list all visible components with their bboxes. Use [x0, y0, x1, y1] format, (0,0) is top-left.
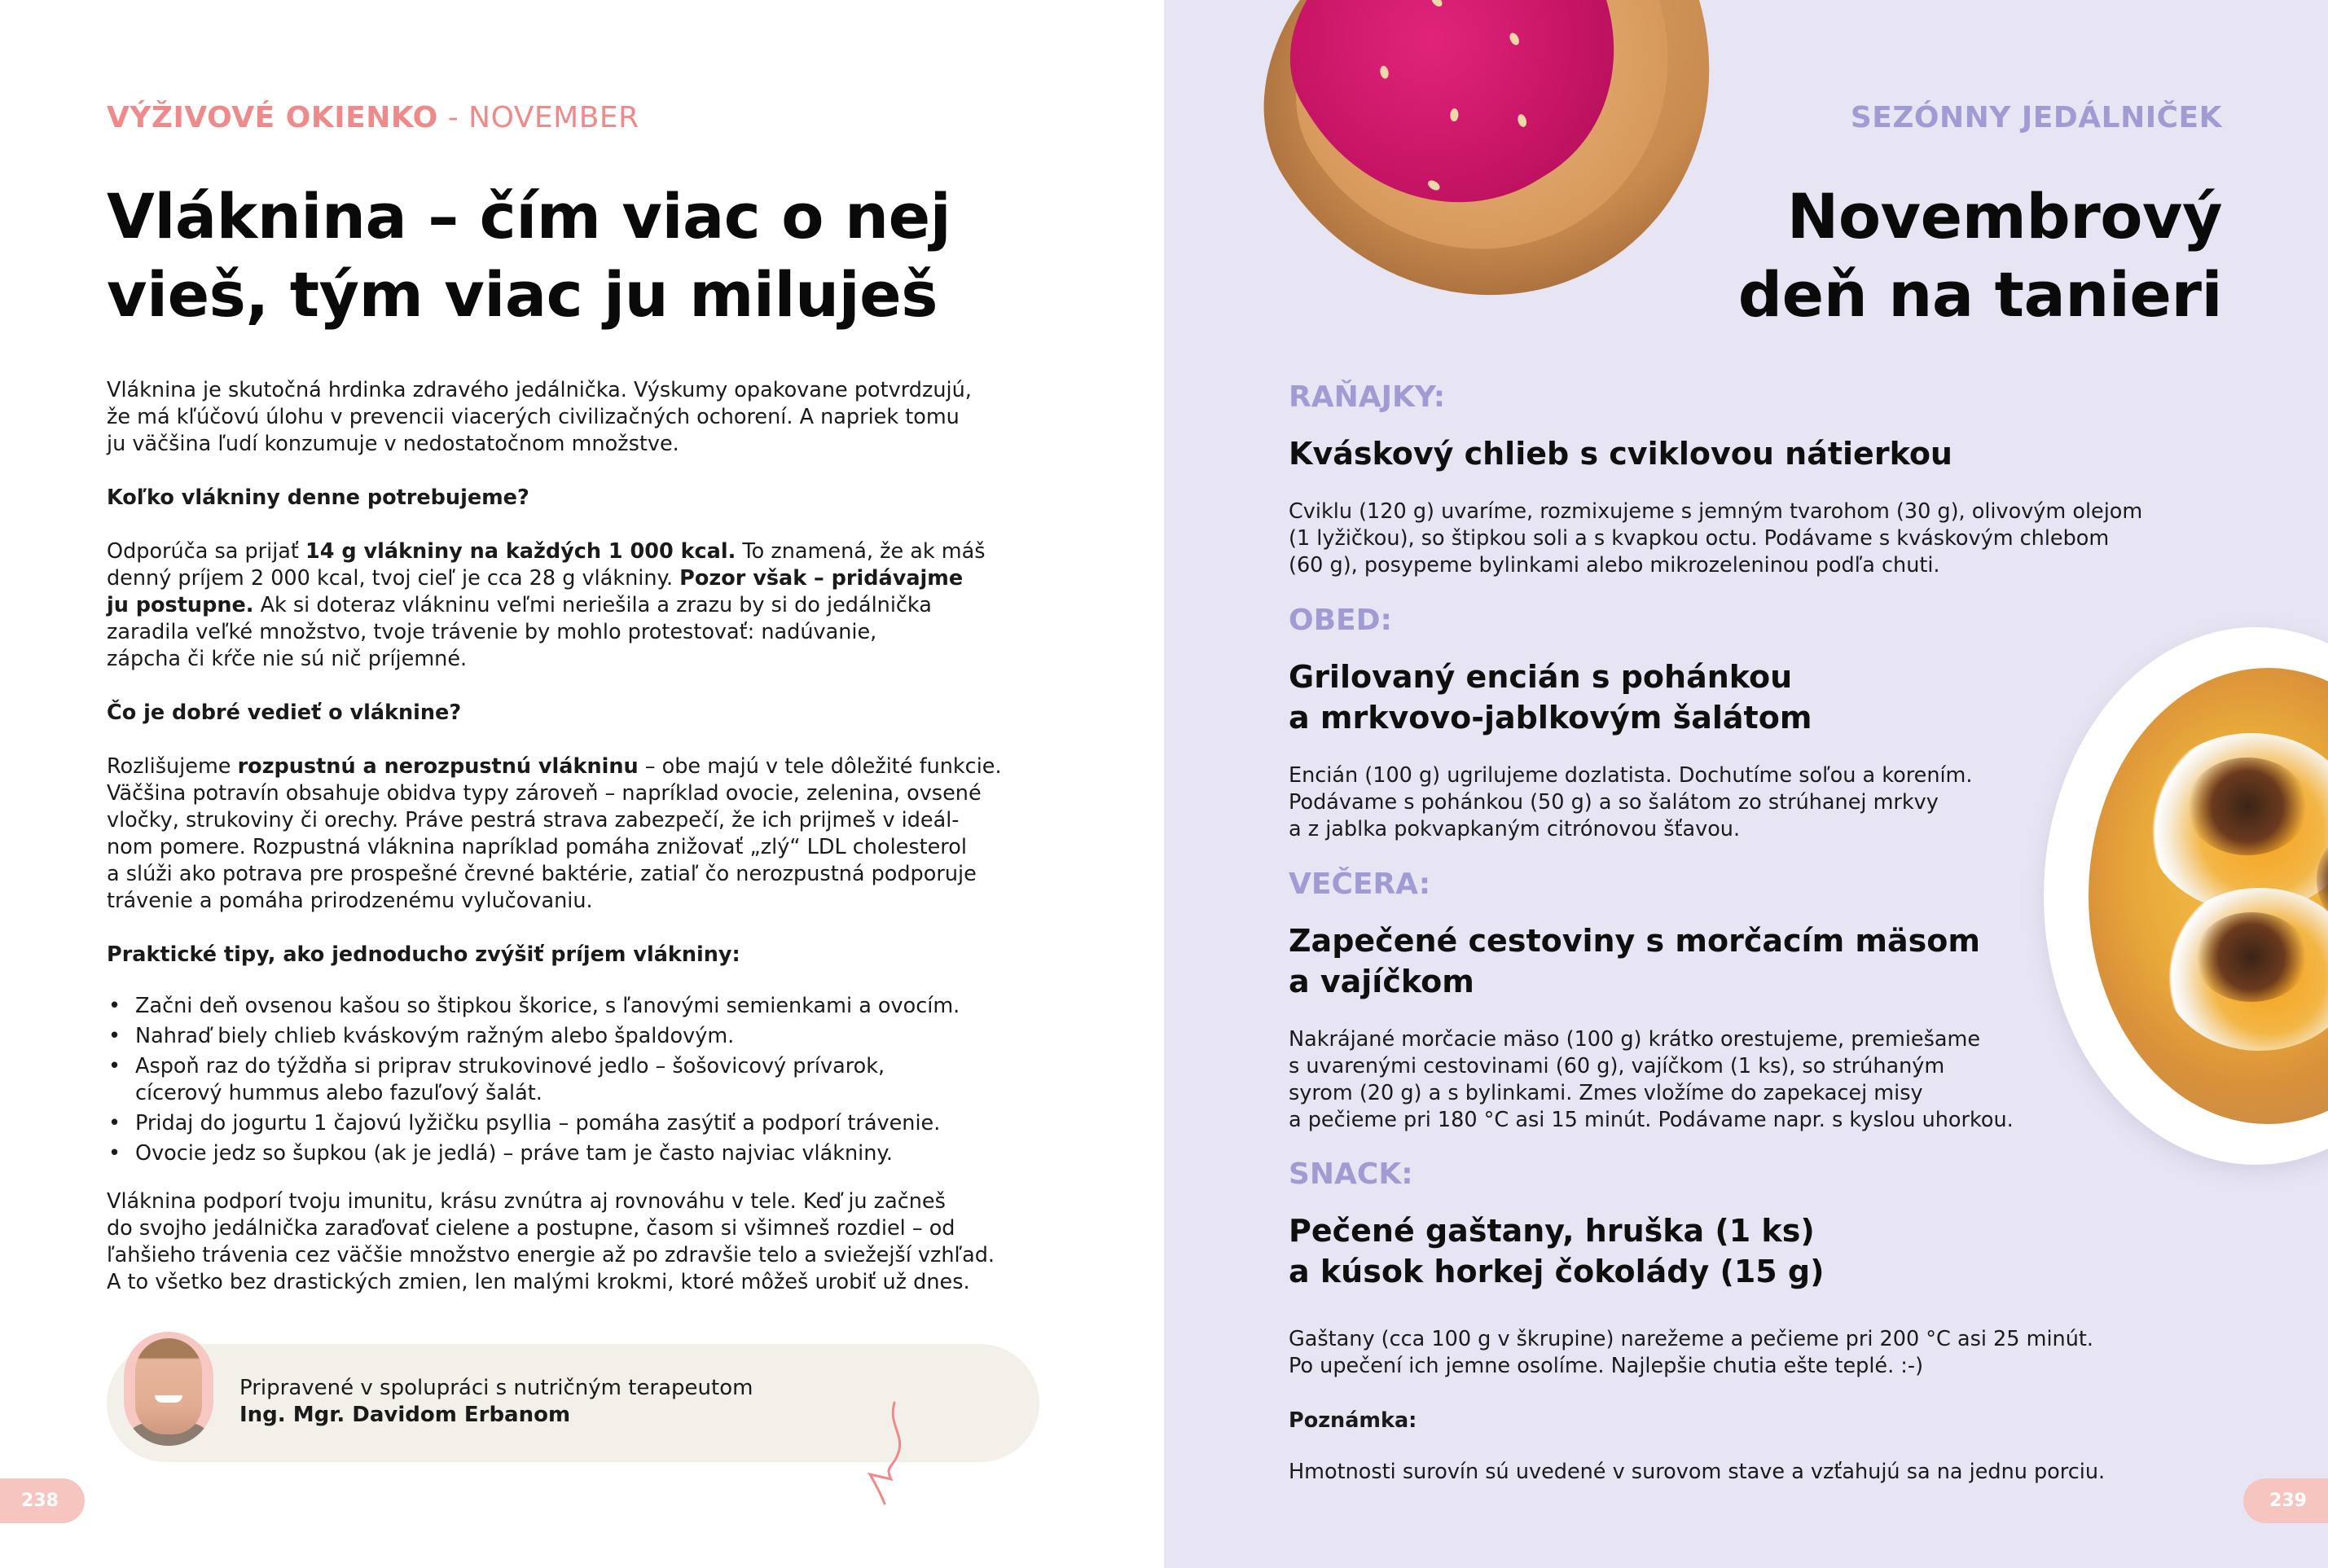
tip-item: • Nahraď biely chlieb kváskovým ražným alebo špaldovým.: [108, 1024, 735, 1048]
bullet-icon: •: [108, 1111, 121, 1135]
kicker-month: - NOVEMBER: [437, 101, 639, 134]
page-number-left: 238: [0, 1478, 85, 1523]
menu-title-line-2: deň na tanieri: [1737, 258, 2222, 331]
paragraph-line: zaradila veľké množstvo, tvoje trávenie by mohlo protestovať: nadúvanie,: [107, 620, 877, 644]
subheading-tips: Praktické tipy, ako jednoducho zvýšiť príjem vlákniny:: [107, 942, 740, 967]
meal-label: RAŇAJKY:: [1289, 380, 1446, 414]
note-text: Hmotnosti surovín sú uvedené v surovom stave a vzťahujú sa na jednu porciu.: [1289, 1460, 2106, 1484]
meal-title: Zapečené cestoviny s morčacím mäsom a vajíčkom: [1289, 923, 1980, 999]
intro-line: Vláknina je skutočná hrdinka zdravého jedálnička. Výskumy opakovane potvrdzujú,: [107, 378, 972, 402]
bullet-icon: •: [108, 1141, 121, 1166]
tip-item: • Pridaj do jogurtu 1 čajovú lyžičku psyllia – pomáha zasýtiť a podporí trávenie.: [108, 1111, 941, 1135]
paragraph-line: vločky, strukoviny či orechy. Práve pestrá strava zabezpečí, že ich prijmeš v ideál-: [107, 808, 960, 832]
paragraph-line: a slúži ako potrava pre prospešné črevné baktérie, zatiaľ čo nerozpustná podporuje: [107, 862, 977, 886]
paragraph-line: trávenie a pomáha prirodzenému vylučovaniu.: [107, 889, 593, 913]
paragraph-line: nom pomere. Rozpustná vláknina napríklad pomáha znižovať „zlý“ LDL cholesterol: [107, 835, 967, 859]
bullet-icon: •: [108, 1054, 121, 1078]
meal-snack: [1289, 1157, 2201, 1380]
paragraph-line: Odporúča sa prijať 14 g vlákniny na každých 1 000 kcal. To znamená, že ak máš: [107, 539, 986, 564]
meal-lunch: [1289, 603, 2201, 843]
meal-label: SNACK:: [1289, 1157, 1413, 1191]
tip-item: • Začni deň ovsenou kašou so štipkou škorice, s ľanovými semienkami a ovocím.: [108, 994, 960, 1018]
subheading-fiber-facts: Čo je dobré vedieť o vláknine?: [107, 701, 462, 725]
meal-description: Gaštany (cca 100 g v škrupine) narežeme a pečieme pri 200 °C asi 25 minút. Po upečení ich jemne osolíme. Najlepšie chutia ešte teplé. :-): [1289, 1327, 2093, 1378]
outro-line: ľahšieho trávenia cez väčšie množstvo energie až po zdravšie telo a sviežejší vzhľad.: [107, 1243, 995, 1267]
menu-title-line-1: Novembrový: [1786, 180, 2222, 253]
paragraph-line: ju postupne. Ak si doteraz vlákninu veľmi neriešila a zrazu by si do jedálnička: [107, 593, 932, 617]
tips-list: [107, 993, 1052, 1167]
outro-line: Vláknina podporí tvoju imunitu, krásu zvnútra aj rovnováhu v tele. Keď ju začneš: [107, 1189, 946, 1214]
paragraph-line: Väčšina potravín obsahuje obidva typy zároveň – napríklad ovocie, zelenina, ovsené: [107, 781, 982, 806]
author-name: Ing. Mgr. Davidom Erbanom: [239, 1403, 571, 1427]
beetroot-toast-image: [1197, 0, 1799, 383]
paragraph-line: denný príjem 2 000 kcal, tvoj cieľ je cca 28 g vlákniny. Pozor však – pridávajme: [107, 566, 964, 591]
tip-item: • Aspoň raz do týždňa si priprav strukovinové jedlo – šošovicový prívarok, cícerový hummus alebo fazuľový šalát.: [108, 1054, 885, 1105]
meal-label: OBED:: [1289, 604, 1392, 637]
meal-dinner: [1289, 867, 2201, 1134]
note-block: [1289, 1408, 2201, 1486]
intro-line: že má kľúčovú úlohu v prevencii viacerých civilizačných ochorení. A napriek tomu: [107, 405, 960, 429]
meal-description: Nakrájané morčacie mäso (100 g) krátko orestujeme, premiešame s uvarenými cestovinami (60 g), vajíčkom (1 ks), so strúhaným syrom (20 g) a s bylinkami. Zmes vložíme do zapekacej misy a pečieme pri 180 °C asi 15 minút. Podávame napr. s kyslou uhorkou.: [1289, 1027, 2014, 1132]
article-title: [107, 178, 1068, 334]
outro-line: A to všetko bez drastických zmien, len malými krokmi, ktoré môžeš urobiť už dnes.: [107, 1270, 970, 1294]
outro-line: do svojho jedálnička zaraďovať cielene a postupne, časom si všimneš rozdiel – od: [107, 1216, 955, 1241]
kicker-bold: VÝŽIVOVÉ OKIENKO: [107, 101, 438, 134]
tip-item: • Ovocie jedz so šupkou (ak je jedlá) – práve tam je často najviac vlákniny.: [108, 1141, 893, 1166]
note-label: Poznámka:: [1289, 1408, 1417, 1433]
article-body: [107, 377, 1052, 1296]
meal-title: Kváskový chlieb s cviklovou nátierkou: [1289, 436, 1952, 472]
paragraph-line: zápcha či kŕče nie sú nič príjemné.: [107, 647, 468, 671]
bullet-icon: •: [108, 1024, 121, 1048]
paragraph-line: Rozlišujeme rozpustnú a nerozpustnú vlákninu – obe majú v tele dôležité funkcie.: [107, 754, 1002, 779]
title-line-1: Vláknina – čím viac o nej: [107, 180, 951, 253]
title-line-2: vieš, tým viac ju miluješ: [107, 258, 938, 331]
meal-title: Pečené gaštany, hruška (1 ks) a kúsok horkej čokolády (15 g): [1289, 1213, 1825, 1289]
meal-description: Encián (100 g) ugrilujeme dozlatista. Dochutíme soľou a korením. Podávame s pohánkou (50 g) a so šalátom zo strúhanej mrkvy a z jablka pokvapkaným citrónovou šťavou.: [1289, 763, 1973, 841]
bullet-icon: •: [108, 994, 121, 1018]
section-kicker: [107, 101, 639, 134]
meal-description: Cviklu (120 g) uvaríme, rozmixujeme s jemným tvarohom (30 g), olivovým olejom (1 lyžičkou), so štipkou soli a s kvapkou octu. Podávame s kváskovým chlebom (60 g), posypeme bylinkami alebo mikrozeleninou podľa chuti.: [1289, 499, 2143, 578]
meal-label: VEČERA:: [1289, 867, 1431, 901]
author-credit-line: Pripravené v spolupráci s nutričným terapeutom: [239, 1376, 753, 1400]
meal-breakfast: [1289, 380, 2201, 579]
section-kicker-right: SEZÓNNY JEDÁLNIČEK: [1850, 101, 2222, 134]
squiggle-decoration-icon: [855, 1401, 920, 1507]
author-credit: [239, 1375, 753, 1429]
subheading-fiber-amount: Koľko vlákniny denne potrebujeme?: [107, 485, 529, 510]
right-page: [1164, 0, 2328, 1568]
author-avatar: [124, 1332, 213, 1446]
page-number-right: 239: [2243, 1478, 2328, 1523]
menu-title: [1738, 178, 2222, 334]
meal-title: Grilovaný encián s pohánkou a mrkvovo-jablkovým šalátom: [1289, 659, 1812, 736]
intro-line: ju väčšina ľudí konzumuje v nedostatočnom množstve.: [107, 432, 679, 456]
